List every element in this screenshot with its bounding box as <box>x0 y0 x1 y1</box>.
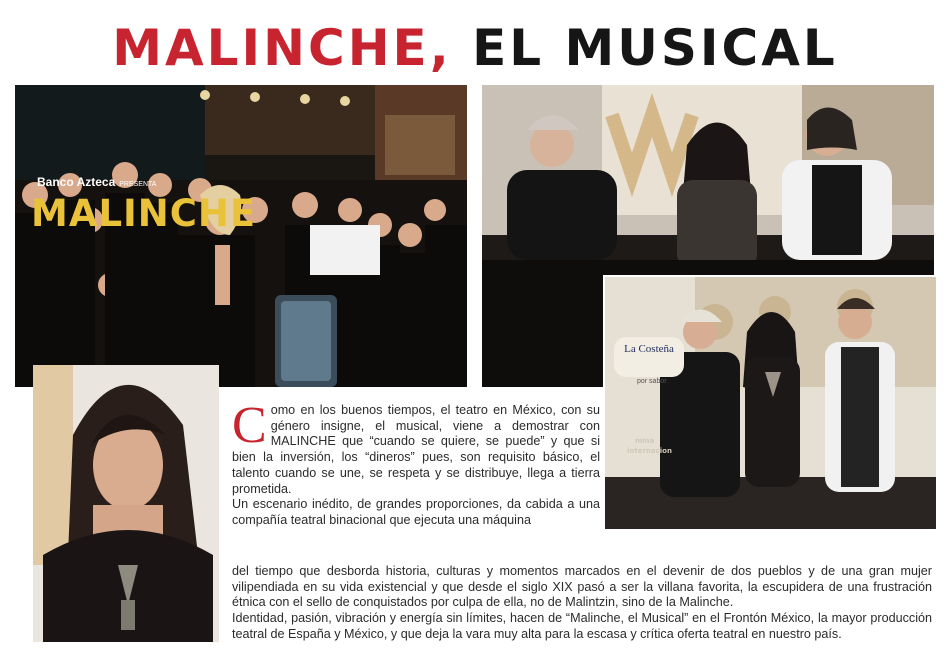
headline-part2: EL MUSICAL <box>472 19 838 77</box>
photo-portrait-lead-actress <box>33 365 219 642</box>
sponsor-sign: La Costeña <box>614 337 684 377</box>
headline <box>0 18 950 78</box>
article-paragraph-3: Identidad, pasión, vibración y energía sin límites, hacen de “Malinche, el Musical” en el Frontón México, la mayor producción teatral de España y México, y que deja la vara muy alta para la escasa y crítica oferta teatral en nuestro país. <box>232 611 932 641</box>
article-column-full <box>232 564 932 643</box>
sponsor-sign-sub: por sabor <box>637 378 667 385</box>
headline-part1: MALINCHE, <box>112 19 452 77</box>
sponsor-logo: Banco Azteca PRESENTA <box>37 175 157 189</box>
backdrop-text-2: internacion <box>627 447 672 455</box>
photo-lead-cast <box>603 275 938 531</box>
article-paragraph-1: omo en los buenos tiempos, el teatro en México, con su género insigne, el musical, viene a demostrar con MALINCHE que “cuando se quiere, se puede” y que si bien la inversión, los “dineros” pues, son requisito básico, el talento cuando se une, se respeta y se distribuye, llega a tierra prometida. <box>232 403 600 496</box>
article-column-right <box>232 397 600 529</box>
marquee-title: MALINCHE <box>31 192 257 235</box>
backdrop-text-1: mma <box>635 437 655 445</box>
photo-cast-event <box>15 85 467 387</box>
article-paragraph-2-start: Un escenario inédito, de grandes proporciones, da cabida a una compañía teatral binacional que ejecuta una máquina <box>232 497 600 527</box>
article-paragraph-2-end: del tiempo que desborda historia, culturas y momentos marcados en el devenir de dos pueblos y de una gran mujer vilipendiada en su vida existencial y que desde el siglo XIX pasó a ser la villana favorita, la escupidera de una frustración étnica con el sello de conquistados por culpa de ella, no de Malintzin, sino de la Malinche. <box>232 564 932 610</box>
drop-cap: C <box>232 397 267 454</box>
